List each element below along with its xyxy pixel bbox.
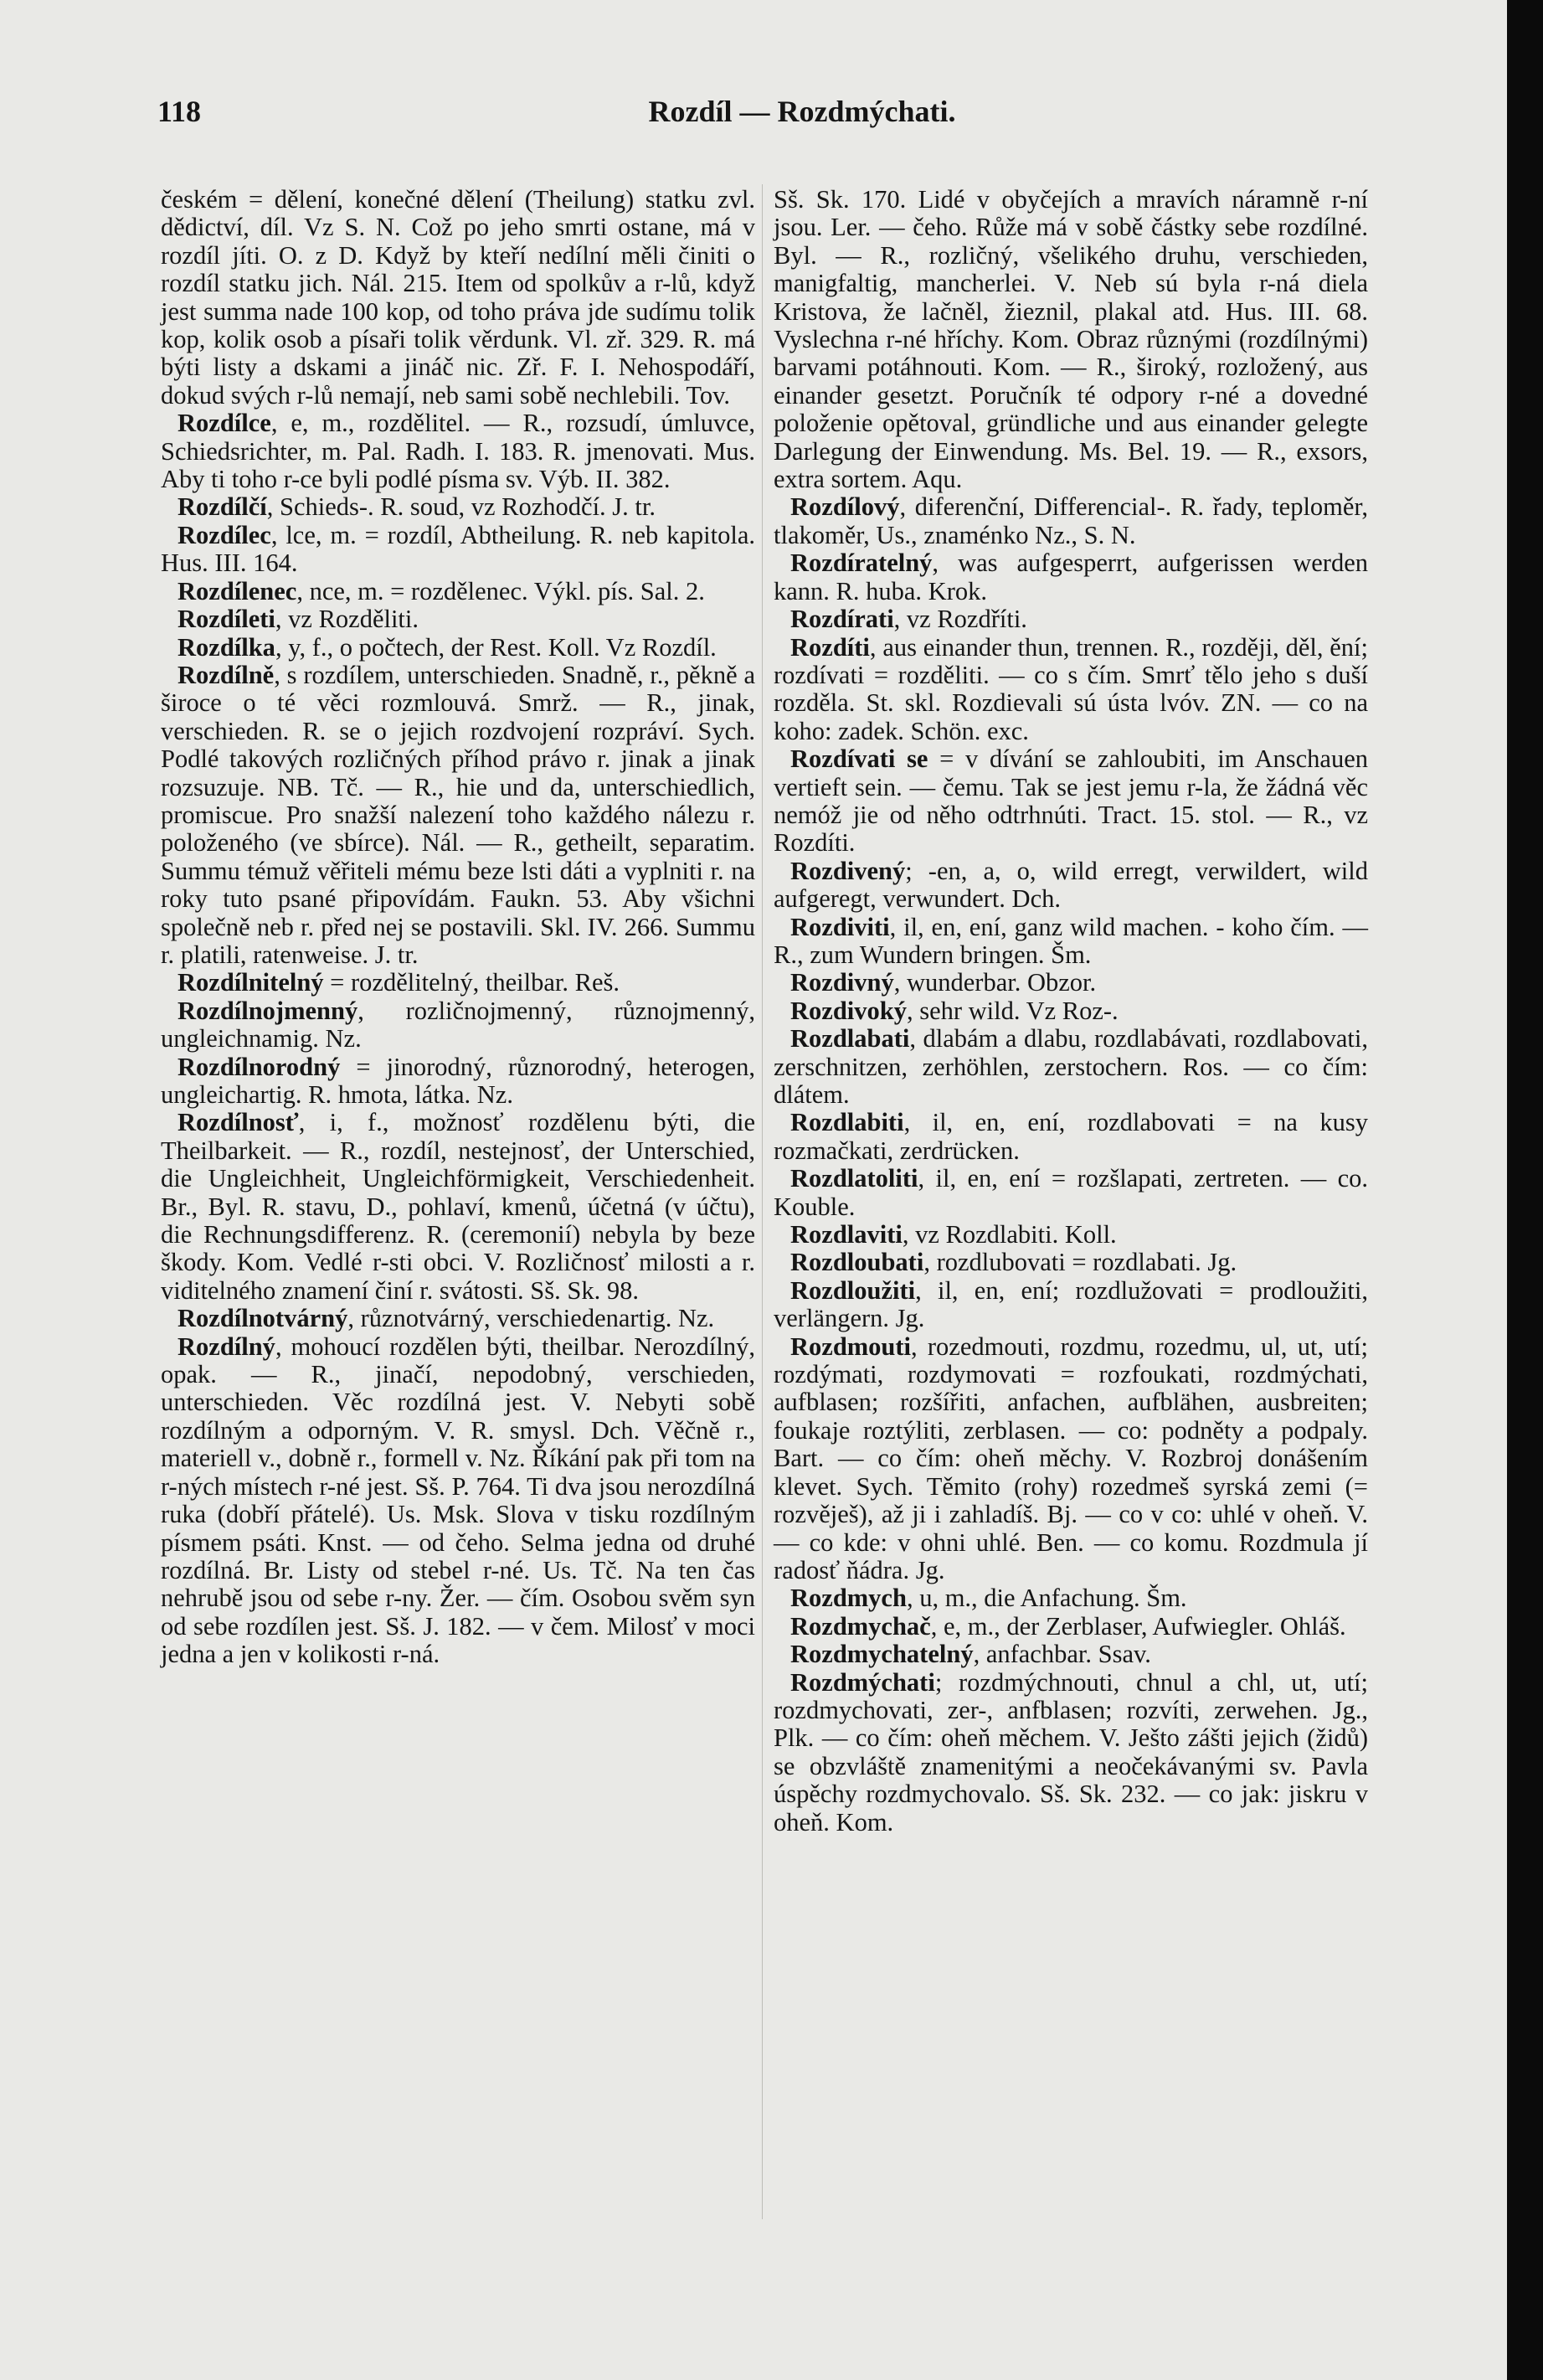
dictionary-entry: Rozdílec, lce, m. = rozdíl, Abtheilung. R. neb kapitola. Hus. III. 164. <box>161 520 755 578</box>
page-edge-shadow <box>1507 0 1543 2380</box>
entry-headword: Rozdmychač <box>790 1611 931 1641</box>
dictionary-entry: Rozdílně, s rozdílem, unterschieden. Snadně, r., pěkně a široce o té věci rozmlouvá. Smrž. — R., jinak, verschieden. R. se o jejich rozdvojení rozpráví. Sych. Podlé takových rozličných příhod právo r. jinak a jinak rozsuzuje. NB. Tč. — R., hie und da, unterschiedlich, promiscue. Pro snažší nalezení toho každého nálezu r. položeného (ve sbírce). Nál. — R., getheilt, separatim. Summu témuž věřiteli mému beze lsti dáti a vyplniti r. na roky tuto psané připovídám. Faukn. 53. Aby všichni společně neb r. před nej se postavili. Skl. IV. 266. Summu r. platili, ratenweise. J. tr. <box>161 660 755 969</box>
dictionary-entry: Rozdílnitelný = rozdělitelný, theilbar. Reš. <box>177 968 620 997</box>
entry-headword: Rozdlatoliti <box>790 1164 918 1193</box>
continued-entry: Sš. Sk. 170. Lidé v obyčejích a mravích náramně r-ní jsou. Ler. — čeho. Růže má v sobě částky sebe rozdílné. Byl. — R., rozličný, všelikého druhu, verschieden, manigfaltig, mancherlei. V. Neb sú byla r-ná diela Kristova, že lačněl, žieznil, plakal atd. Hus. III. 68. Vyslechna r-né hříchy. Kom. Obraz různými (rozdílnými) barvami potáhnouti. Kom. — R., široký, rozložený, aus einander gesetzt. Poručník té odpory r-né a dovedné položenie opětoval, gründliche und aus einander gelegte Darlegung der Einwendung. Ms. Bel. 19. — R., exsors, extra sortem. Aqu. <box>774 185 1368 494</box>
dictionary-entry: Rozdílný, mohoucí rozdělen býti, theilbar. Nerozdílný, opak. — R., jinačí, nepodobný, verschieden, unterschieden. Věc rozdílná jest. V. Nebyti sobě rozdílným a odporným. V. R. smysl. Dch. Věčně r., materiell v., dobně r., formell v. Nz. Říkání pak při tom na r-ných místech r-né jest. Sš. P. 764. Ti dva jsou nerozdílná ruka (dobří přátelé). Us. Msk. Slova v tisku rozdílným písmem psáti. Knst. — od čeho. Selma jedna od druhé rozdílná. Br. Listy od stebel r-né. Us. Tč. Na ten čas nehrubě jsou od sebe r-ny. Žer. — čím. Osobou svěm syn od sebe rozdílen jest. Sš. J. 182. — v čem. Milosť v moci jedna a jen v kolikosti r-ná. <box>161 1332 755 1669</box>
entry-headword: Rozdmych <box>790 1584 907 1613</box>
dictionary-entry: Rozdílce, e, m., rozdělitel. — R., rozsudí, úmluvce, Schiedsrichter, m. Pal. Radh. I. 183. R. jmenovati. Mus. Aby ti toho r-ce byli podlé písma sv. Výb. II. 382. <box>161 409 755 494</box>
dictionary-entry: Rozdlatoliti, il, en, ení = rozšlapati, zertreten. — co. Kouble. <box>774 1164 1368 1221</box>
entry-headword: Rozdivený <box>790 856 906 885</box>
entry-headword: Rozdílnorodný <box>177 1052 357 1081</box>
entry-headword: Rozdivoký <box>790 996 907 1025</box>
entry-headword: Rozdlaviti <box>790 1220 903 1249</box>
entry-headword: Rozdílec <box>177 520 271 549</box>
dictionary-entry: Rozdiviti, il, en, ení, ganz wild machen. - koho čím. — R., zum Wundern bringen. Šm. <box>774 912 1368 969</box>
entry-headword: Rozdílnotvárný <box>177 1304 348 1333</box>
entry-headword: Rozdílnojmenný <box>177 996 358 1025</box>
entry-headword: Rozdíratelný <box>790 549 933 578</box>
dictionary-entry: Rozdílka, y, f., o počtech, der Rest. Koll. Vz Rozdíl. <box>177 632 717 662</box>
dictionary-entry: Rozdílnorodný = jinorodný, různorodný, heterogen, ungleichartig. R. hmota, látka. Nz. <box>161 1052 755 1109</box>
entry-headword: Rozdílně <box>177 660 275 689</box>
dictionary-entry: Rozdlaviti, vz Rozdlabiti. Koll. <box>790 1220 1117 1249</box>
running-title: Rozdíl — Rozdmýchati. <box>648 95 956 128</box>
dictionary-entry: Rozdmychatelný, anfachbar. Ssav. <box>790 1640 1151 1669</box>
entry-headword: Rozdílnitelný <box>177 968 331 997</box>
entry-headword: Rozdmouti <box>790 1332 912 1361</box>
dictionary-entry: Rozdivný, wunderbar. Obzor. <box>790 968 1097 997</box>
dictionary-entry: Rozdíratelný, was aufgesperrt, aufgerissen werden kann. R. huba. Krok. <box>774 549 1368 605</box>
entry-headword: Rozdírati <box>790 605 894 634</box>
entry-headword: Rozdílný <box>177 1332 275 1361</box>
entry-headword: Rozdíleti <box>177 605 275 634</box>
dictionary-entry: Rozdírati, vz Rozdříti. <box>790 605 1027 634</box>
entry-headword: Rozdívati se <box>790 744 940 774</box>
left-column <box>161 186 755 1669</box>
page-number: 118 <box>157 95 202 128</box>
entry-headword: Rozdílka <box>177 632 275 662</box>
dictionary-entry: Rozdmouti, rozedmouti, rozdmu, rozedmu, ul, ut, utí; rozdýmati, rozdymovati = rozfoukati, rozdmýchati, aufblasen; rozšířiti, anfachen, aufblähen, ausbreiten; foukaje roztýliti, zerblasen. — co: podněty a podpaly. Bart. — co čím: oheň měchy. V. Rozbroj donášením klevet. Sych. Těmito (rohy) rozedmeš syrská zemi (= rozvěješ), až ji i zahladíš. Bj. — co v co: uhlé v oheň. V. — co kde: v ohni uhlé. Ben. — co komu. Rozdmula jí radosť ňádra. Jg. <box>774 1332 1368 1584</box>
dictionary-entry: Rozdívati se = v dívání se zahloubiti, im Anschauen vertieft sein. — čemu. Tak se jest jemu r-la, že žádná věc nemóž jie od něho odtrhnúti. Tract. 15. stol. — R., vz Rozdíti. <box>774 744 1368 858</box>
entry-headword: Rozdíti <box>790 632 870 662</box>
entry-headword: Rozdílce <box>177 409 271 438</box>
continued-entry: českém = dělení, konečné dělení (Theilung) statku zvl. dědictví, díl. Vz S. N. Což po jeho smrti ostane, má v rozdíl jíti. O. z D. Když by kteří nedílní měli činiti o rozdíl statku jich. Nál. 215. Item od spolkův a r-lů, když jest summa nade 100 kop, od toho práva jde sudímu tolik kop, kolik osob a písaři tolik věrdunk. Vl. zř. 329. R. má býti listy a dskami a jináč nic. Zř. F. I. Nehospodáří, dokud svých r-lů nemají, neb sami sobě nechlebili. Tov. <box>161 185 755 410</box>
page-header <box>157 94 1447 144</box>
entry-headword: Rozdílnosť <box>177 1108 299 1137</box>
dictionary-entry: Rozdlabiti, il, en, ení, rozdlabovati = na kusy rozmačkati, zerdrücken. <box>774 1108 1368 1165</box>
dictionary-entry: Rozdílenec, nce, m. = rozdělenec. Výkl. pís. Sal. 2. <box>177 576 705 605</box>
dictionary-entry: Rozdmychač, e, m., der Zerblaser, Aufwiegler. Ohláš. <box>790 1611 1346 1641</box>
dictionary-entry: Rozdivený; -en, a, o, wild erregt, verwildert, wild aufgeregt, verwundert. Dch. <box>774 856 1368 914</box>
dictionary-entry: Rozdílový, diferenční, Differencial-. R. řady, teploměr, tlakoměr, Us., znaménko Nz., S. N. <box>774 492 1368 549</box>
entry-headword: Rozdloubati <box>790 1248 924 1277</box>
dictionary-entry: Rozdivoký, sehr wild. Vz Roz-. <box>790 996 1119 1025</box>
dictionary-entry: Rozdloužiti, il, en, ení; rozdlužovati = prodloužiti, verlängern. Jg. <box>774 1275 1368 1333</box>
dictionary-entry: Rozdílnotvárný, různotvárný, verschiedenartig. Nz. <box>177 1304 715 1333</box>
entry-headword: Rozdmychatelný <box>790 1640 974 1669</box>
right-column <box>774 186 1368 1837</box>
entry-headword: Rozdílčí <box>177 492 267 522</box>
column-divider <box>762 184 763 2219</box>
entry-headword: Rozdílový <box>790 492 900 522</box>
entry-headword: Rozdloužiti <box>790 1275 916 1305</box>
dictionary-entry: Rozdloubati, rozdlubovati = rozdlabati. Jg. <box>790 1248 1237 1277</box>
entry-headword: Rozdmýchati <box>790 1667 935 1697</box>
entry-headword: Rozdivný <box>790 968 894 997</box>
dictionary-entry: Rozdílnosť, i, f., možnosť rozdělenu býti, die Theilbarkeit. — R., rozdíl, nestejnosť, der Unterschied, die Ungleichheit, Ungleichförmigkeit, Verschiedenheit. Br., Byl. R. stavu, D., pohlaví, kmenů, účetná (v účtu), die Rechnungsdifferenz. R. (ceremonií) nebyla by beze škody. Kom. Vedlé r-sti obci. V. Rozličnosť milosti a r. viditelného znamení činí r. svátosti. Sš. Sk. 98. <box>161 1108 755 1305</box>
entry-headword: Rozdlabati <box>790 1024 910 1053</box>
dictionary-entry: Rozdíleti, vz Rozděliti. <box>177 605 419 634</box>
dictionary-entry: Rozdíti, aus einander thun, trennen. R., rozději, děl, ění; rozdívati = rozděliti. — co s čím. Smrť tělo jeho s duší rozděla. St. skl. Rozdievali sú ústa lvóv. ZN. — co na koho: zadek. Schön. exc. <box>774 632 1368 745</box>
dictionary-entry: Rozdmych, u, m., die Anfachung. Šm. <box>790 1584 1187 1613</box>
entry-headword: Rozdiviti <box>790 912 890 941</box>
dictionary-entry: Rozdlabati, dlabám a dlabu, rozdlabávati, rozdlabovati, zerschnitzen, zerhöhlen, zerstochern. Ros. — co čím: dlátem. <box>774 1024 1368 1109</box>
entry-headword: Rozdlabiti <box>790 1108 904 1137</box>
dictionary-entry: Rozdílnojmenný, rozličnojmenný, různojmenný, ungleichnamig. Nz. <box>161 996 755 1053</box>
entry-headword: Rozdílenec <box>177 576 297 605</box>
dictionary-entry: Rozdmýchati; rozdmýchnouti, chnul a chl, ut, utí; rozdmychovati, zer-, anfblasen; rozvíti, zerwehen. Jg., Plk. — co čím: oheň měchem. V. Ješto zášti jejich (židů) se obzvláště znamenitými a neočekávanými sv. Pavla úspěchy rozdmychovalo. Sš. Sk. 232. — co jak: jiskru v oheň. Kom. <box>774 1667 1368 1837</box>
dictionary-entry: Rozdílčí, Schieds-. R. soud, vz Rozhodčí. J. tr. <box>177 492 656 522</box>
